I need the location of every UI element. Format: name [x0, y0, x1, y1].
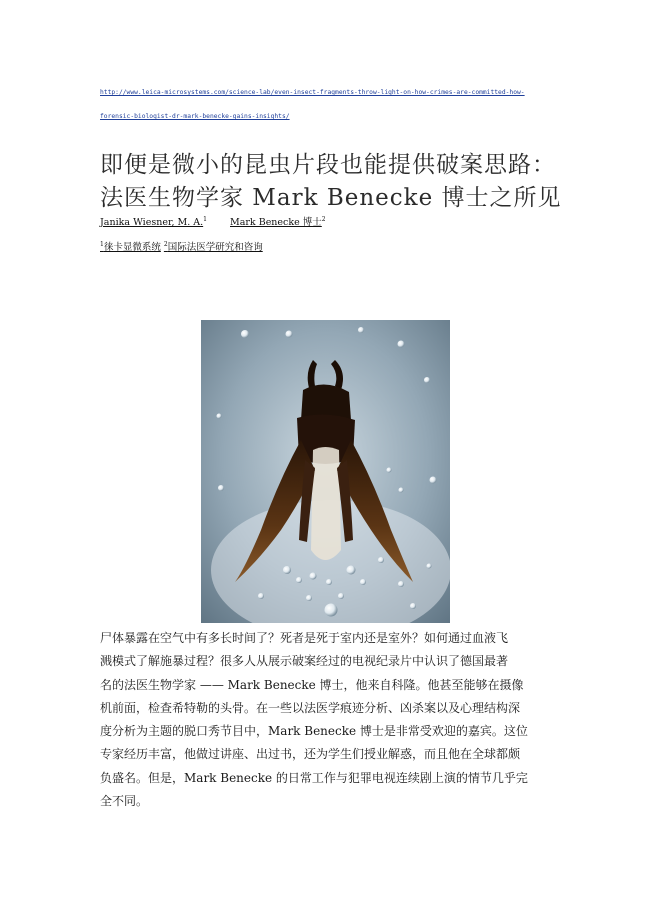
body-line-5: 度分析为主题的脱口秀节目中，Mark Benecke 博士是非常受欢迎的嘉宾。这位: [100, 724, 528, 739]
body-line-7: 负盛名。但是，Mark Benecke 的日常工作与犯罪电视连续剧上演的情节几乎完: [100, 770, 528, 785]
author-2-superscript: 2: [321, 215, 326, 223]
affiliation-1[interactable]: [100, 242, 161, 253]
affiliation-2-name: 国际法医学研究和咨询: [167, 242, 263, 253]
body-line-6: 专家经历丰富，他做过讲座、出过书，还为学生们授业解惑，而且他在全球都颇: [100, 747, 521, 762]
insect-fragment-photo: [201, 320, 450, 623]
source-url-line1[interactable]: http://www.leica-microsystems.com/science-lab/even-insect-fragments-throw-light-on-how-crimes-are-committed-how-: [100, 89, 525, 96]
affiliation-1-name: 徕卡显微系统: [103, 242, 161, 253]
author-1-name: Janika Wiesner, M. A.: [100, 217, 204, 228]
body-line-8: 全不同。: [100, 794, 149, 809]
affiliation-2-superscript: 2: [163, 240, 168, 248]
body-line-2: 溅模式了解施暴过程？很多人从展示破案经过的电视纪录片中认识了德国最著: [100, 654, 509, 669]
affiliation-1-superscript: 1: [100, 240, 104, 248]
title-line-2: 法医生物学家 Mark Benecke 博士之所见: [100, 185, 562, 212]
author-2-name: Mark Benecke 博士: [230, 217, 322, 228]
title-line-1: 即便是微小的昆虫片段也能提供破案思路：: [100, 152, 556, 179]
author-1[interactable]: [100, 217, 203, 228]
author-1-superscript: 1: [203, 215, 207, 223]
affiliation-line: [100, 239, 263, 253]
body-line-4: 机前面，检查希特勒的头骨。在一些以法医学痕迹分析、凶杀案以及心理结构深: [100, 700, 521, 715]
author-line: [100, 214, 326, 228]
author-2[interactable]: [230, 217, 322, 228]
article-title: [100, 149, 560, 215]
body-line-3: 名的法医生物学家 —— Mark Benecke 博士，他来自科隆。他甚至能够在摄像: [100, 677, 524, 692]
article-body: [100, 627, 553, 813]
source-url-line2[interactable]: forensic-biologist-dr-mark-benecke-gains-insights/: [100, 113, 290, 120]
body-line-1: 尸体暴露在空气中有多长时间了？死者是死于室内还是室外？如何通过血液飞: [100, 631, 509, 645]
affiliation-2[interactable]: [164, 242, 263, 253]
